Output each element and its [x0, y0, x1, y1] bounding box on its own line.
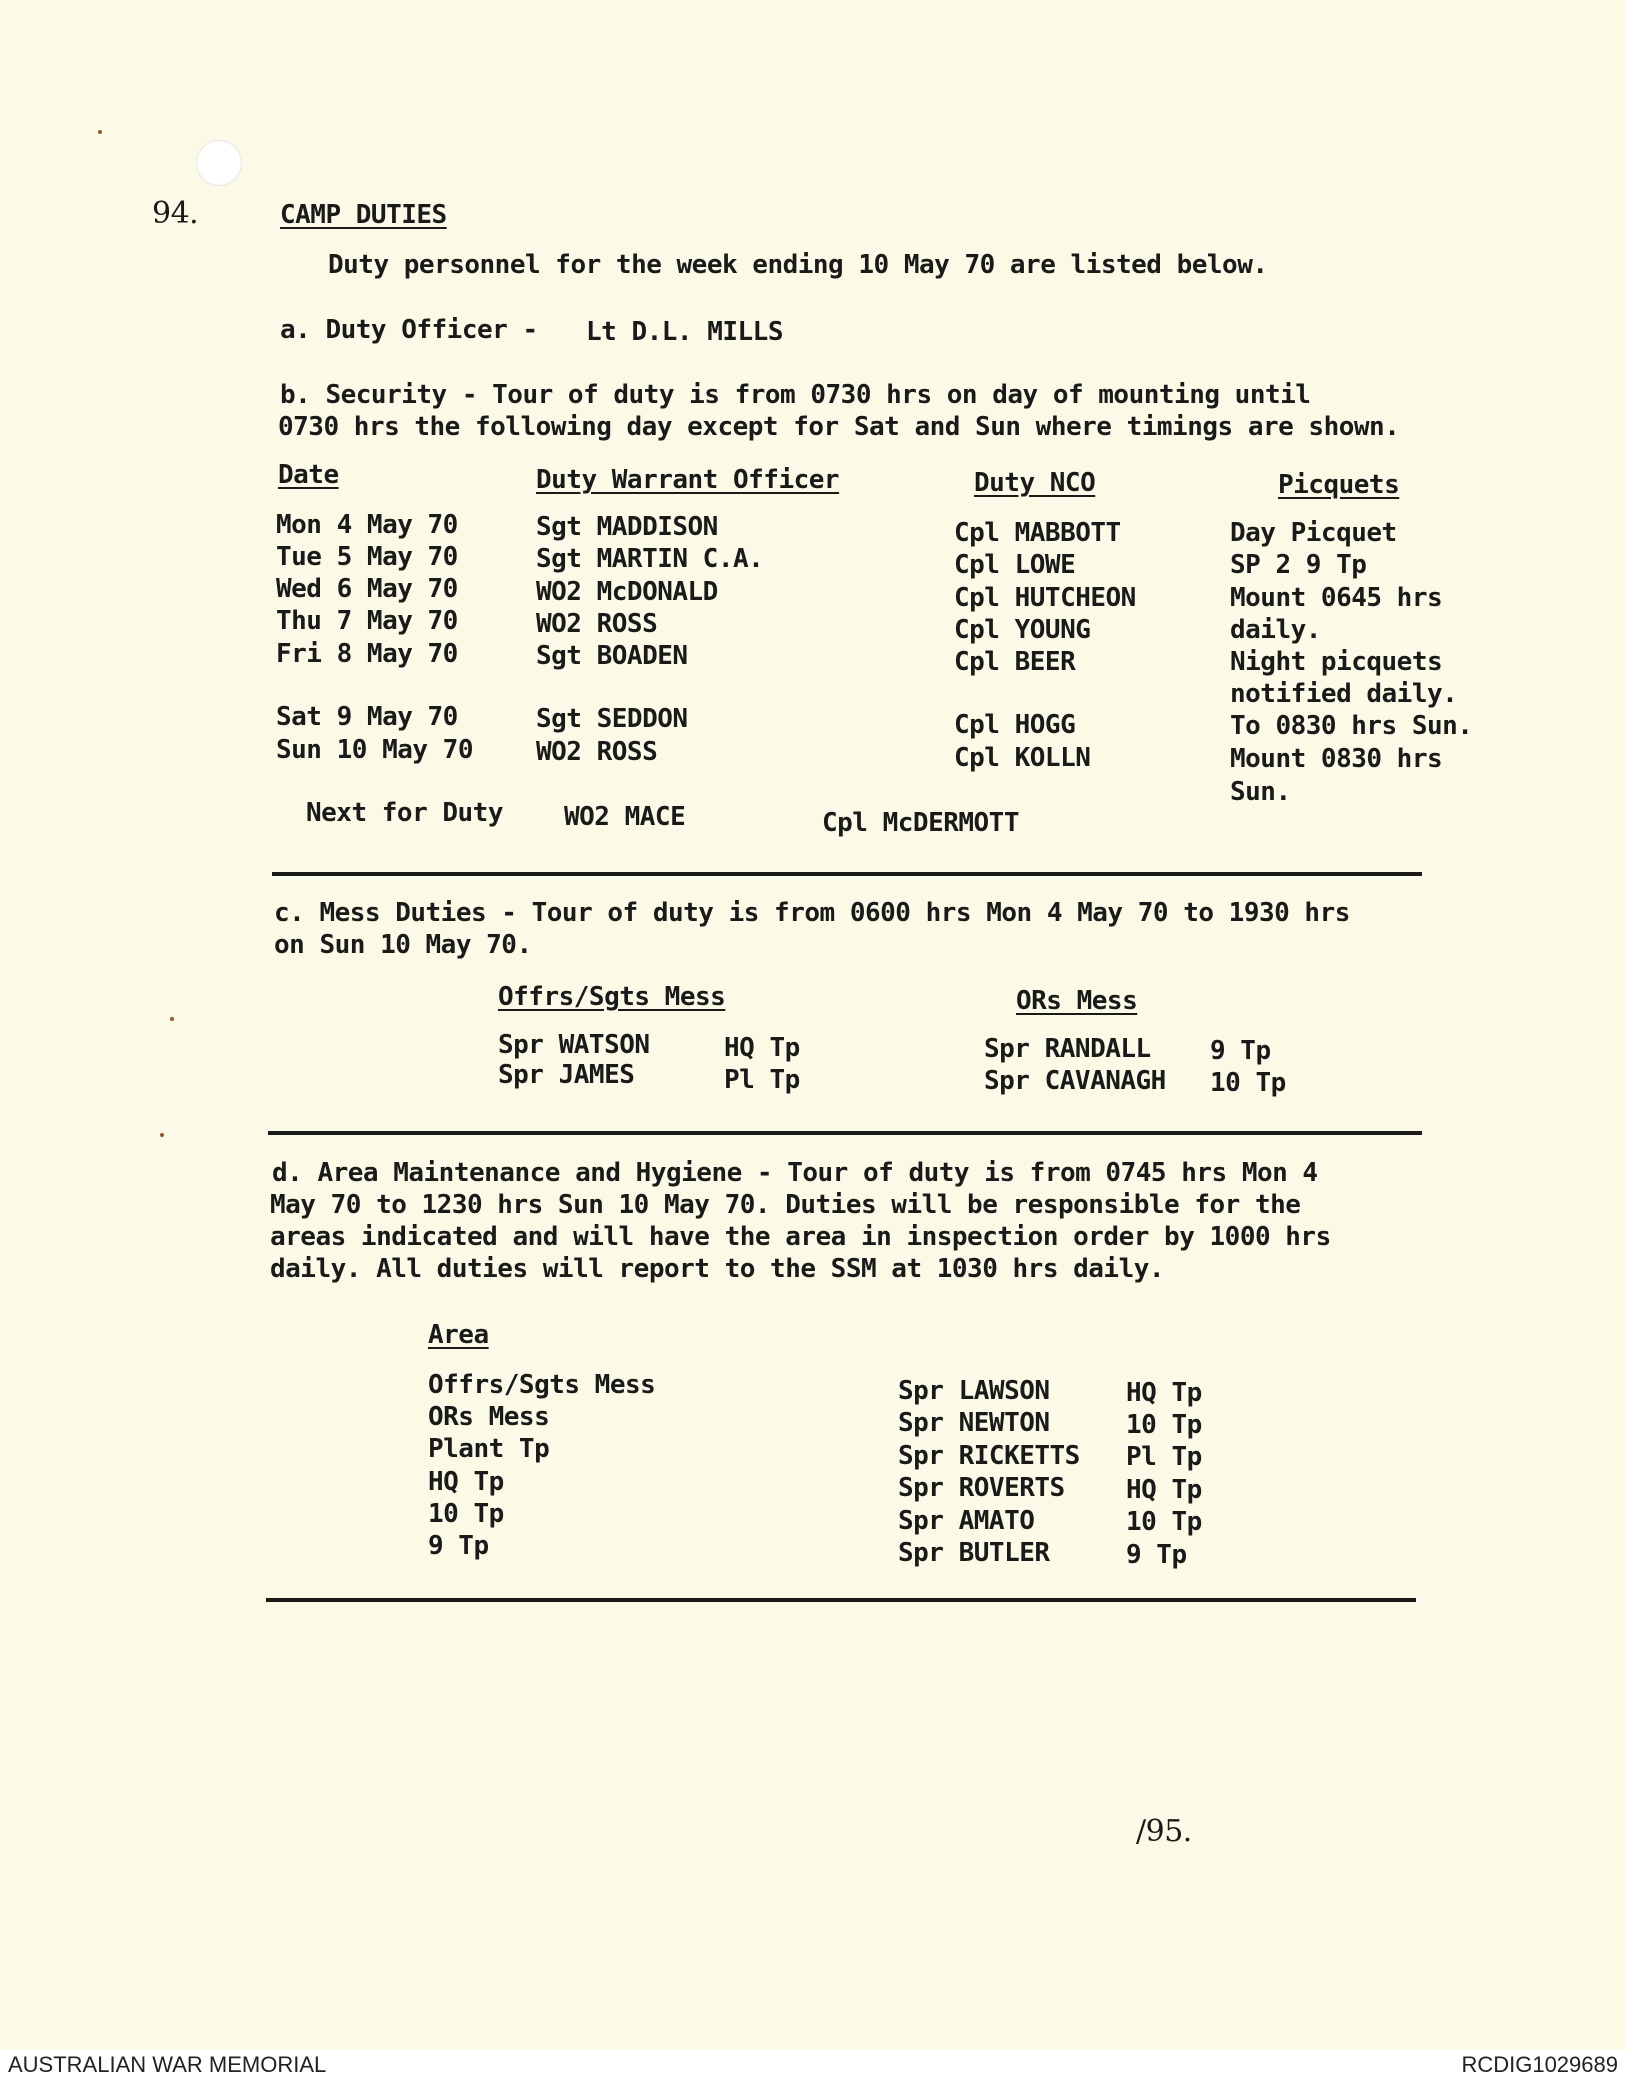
header-duty-nco: Duty NCO [974, 468, 1096, 498]
header-area: Area [428, 1320, 489, 1350]
area-text-line2: May 70 to 1230 hrs Sun 10 May 70. Duties will be responsible for the [270, 1190, 1301, 1220]
roster-date: Wed 6 May 70 [276, 574, 458, 604]
picquet-line: notified daily. [1230, 679, 1458, 709]
next-page-number: /95. [1136, 1814, 1192, 1849]
area-person: Spr BUTLER [898, 1538, 1050, 1568]
area-text-line1: d. Area Maintenance and Hygiene - Tour of duty is from 0745 hrs Mon 4 [272, 1158, 1318, 1188]
area-person: Spr ROVERTS [898, 1473, 1065, 1503]
roster-nco: Cpl BEER [954, 647, 1076, 677]
roster-dwo: WO2 ROSS [536, 737, 658, 767]
picquet-line: daily. [1230, 615, 1321, 645]
picquet-line: Mount 0645 hrs [1230, 583, 1443, 613]
picquet-line: Night picquets [1230, 647, 1443, 677]
mess-text-line2: on Sun 10 May 70. [274, 930, 532, 960]
mess-name: Spr JAMES [498, 1060, 635, 1090]
mess-unit: HQ Tp [724, 1033, 800, 1063]
roster-dwo: WO2 McDONALD [536, 577, 718, 607]
roster-nco: Cpl HUTCHEON [954, 583, 1136, 613]
roster-date: Tue 5 May 70 [276, 542, 458, 572]
next-for-duty-label: Next for Duty [306, 798, 503, 828]
area-person: Spr AMATO [898, 1506, 1035, 1536]
area-name: HQ Tp [428, 1467, 504, 1497]
area-name: 10 Tp [428, 1499, 504, 1529]
area-unit: Pl Tp [1126, 1442, 1202, 1472]
area-name: Offrs/Sgts Mess [428, 1370, 656, 1400]
roster-date: Mon 4 May 70 [276, 510, 458, 540]
roster-nco: Cpl YOUNG [954, 615, 1091, 645]
picquet-line: Mount 0830 hrs [1230, 744, 1443, 774]
roster-date: Sat 9 May 70 [276, 702, 458, 732]
header-date: Date [278, 460, 339, 490]
section-divider [268, 1131, 1422, 1135]
area-name: Plant Tp [428, 1434, 550, 1464]
picquet-line: Day Picquet [1230, 518, 1397, 548]
mess-unit: Pl Tp [724, 1065, 800, 1095]
page-title: CAMP DUTIES [280, 200, 447, 230]
picquet-line: SP 2 9 Tp [1230, 550, 1367, 580]
header-picquets: Picquets [1278, 470, 1400, 500]
mess-name: Spr CAVANAGH [984, 1066, 1166, 1096]
roster-date: Fri 8 May 70 [276, 639, 458, 669]
section-divider [272, 872, 1422, 876]
next-for-duty-dwo: WO2 MACE [564, 802, 686, 832]
area-person: Spr RICKETTS [898, 1441, 1080, 1471]
roster-dwo: Sgt SEDDON [536, 704, 688, 734]
mess-text-line1: c. Mess Duties - Tour of duty is from 0600 hrs Mon 4 May 70 to 1930 hrs [274, 898, 1350, 928]
area-text-line3: areas indicated and will have the area in inspection order by 1000 hrs [270, 1222, 1331, 1252]
next-for-duty-nco: Cpl McDERMOTT [822, 808, 1019, 838]
roster-nco: Cpl MABBOTT [954, 518, 1121, 548]
section-divider [266, 1598, 1416, 1602]
header-ors-mess: ORs Mess [1016, 986, 1138, 1016]
picquet-line: To 0830 hrs Sun. [1230, 711, 1473, 741]
roster-dwo: WO2 ROSS [536, 609, 658, 639]
roster-nco: Cpl KOLLN [954, 743, 1091, 773]
duty-officer-value: Lt D.L. MILLS [586, 317, 783, 347]
area-person: Spr NEWTON [898, 1408, 1050, 1438]
footer-source: AUSTRALIAN WAR MEMORIAL [8, 2052, 327, 2077]
roster-dwo: Sgt MADDISON [536, 512, 718, 542]
area-unit: HQ Tp [1126, 1378, 1202, 1408]
area-unit: 10 Tp [1126, 1507, 1202, 1537]
area-unit: 9 Tp [1126, 1540, 1187, 1570]
area-name: 9 Tp [428, 1531, 489, 1561]
roster-dwo: Sgt BOADEN [536, 641, 688, 671]
mess-name: Spr WATSON [498, 1030, 650, 1060]
roster-date: Thu 7 May 70 [276, 606, 458, 636]
footer-image-id: RCDIG1029689 [1461, 2052, 1618, 2077]
security-text-line1: b. Security - Tour of duty is from 0730 hrs on day of mounting until [280, 380, 1311, 410]
page-number: 94. [152, 196, 199, 231]
paper-speck [160, 1133, 164, 1137]
header-duty-warrant-officer: Duty Warrant Officer [536, 465, 840, 495]
area-person: Spr LAWSON [898, 1376, 1050, 1406]
roster-nco: Cpl HOGG [954, 710, 1076, 740]
area-name: ORs Mess [428, 1402, 550, 1432]
area-unit: HQ Tp [1126, 1475, 1202, 1505]
mess-unit: 10 Tp [1210, 1068, 1286, 1098]
roster-dwo: Sgt MARTIN C.A. [536, 544, 764, 574]
roster-nco: Cpl LOWE [954, 550, 1076, 580]
area-text-line4: daily. All duties will report to the SSM at 1030 hrs daily. [270, 1254, 1165, 1284]
area-unit: 10 Tp [1126, 1410, 1202, 1440]
intro-text: Duty personnel for the week ending 10 May 70 are listed below. [328, 250, 1268, 280]
mess-unit: 9 Tp [1210, 1036, 1271, 1066]
security-text-line2: 0730 hrs the following day except for Sat and Sun where timings are shown. [278, 412, 1400, 442]
roster-date: Sun 10 May 70 [276, 735, 473, 765]
duty-officer-label: a. Duty Officer - [280, 315, 538, 345]
mess-name: Spr RANDALL [984, 1034, 1151, 1064]
punch-hole [196, 140, 242, 186]
paper-speck [170, 1017, 174, 1021]
paper-speck [98, 130, 102, 134]
picquet-line: Sun. [1230, 777, 1291, 807]
header-offrs-sgts-mess: Offrs/Sgts Mess [498, 982, 726, 1012]
